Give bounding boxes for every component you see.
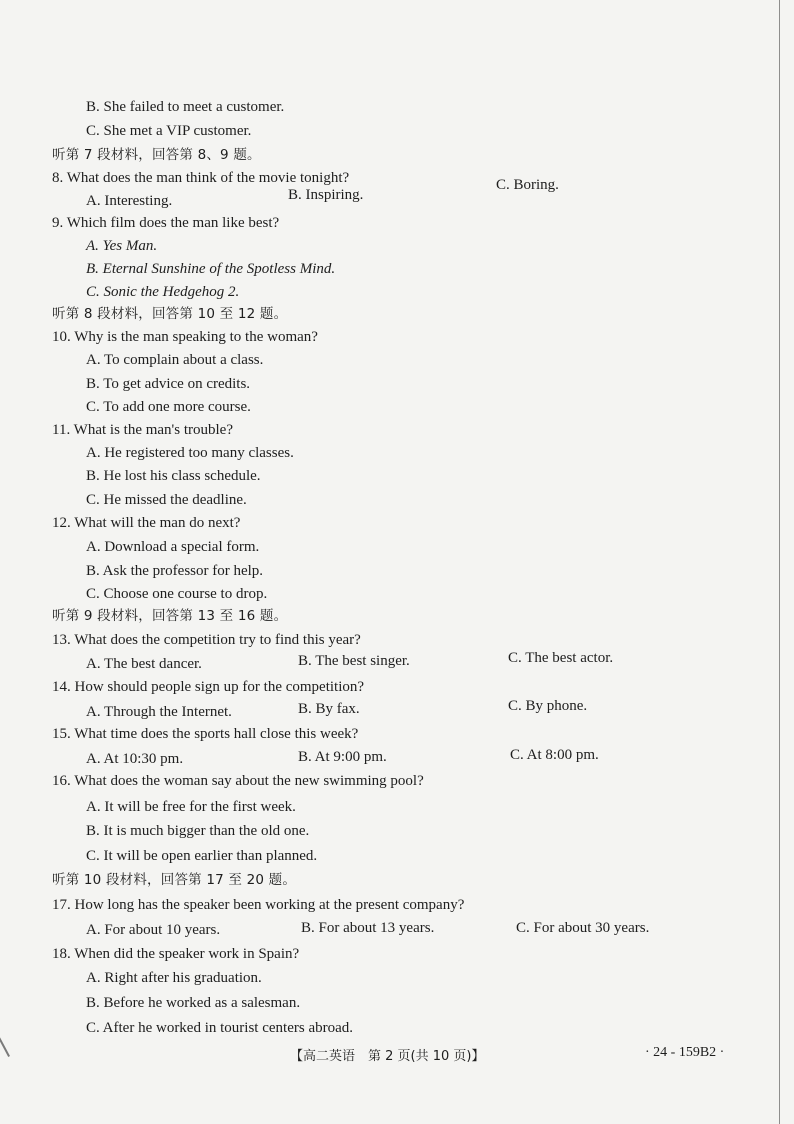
option-text: A. The best dancer.	[86, 656, 202, 672]
option-text: B. For about 13 years.	[301, 920, 435, 936]
option-text: A. To complain about a class.	[86, 352, 264, 368]
option-text: C. Choose one course to drop.	[86, 586, 268, 602]
footer-code: · 24 - 159B2 ·	[645, 1045, 725, 1060]
question-text: 16. What does the woman say about the new swimming pool?	[52, 773, 424, 789]
option-text: B. To get advice on credits.	[86, 376, 251, 392]
option-text: A. Right after his graduation.	[86, 970, 262, 986]
option-text: B. By fax.	[298, 701, 360, 717]
question-text: 18. When did the speaker work in Spain?	[52, 946, 300, 962]
question-text: 13. What does the competition try to find this year?	[52, 632, 361, 648]
option-text: B. The best singer.	[298, 653, 410, 669]
option-text: C. To add one more course.	[86, 399, 251, 415]
option-text: C. She met a VIP customer.	[86, 123, 252, 139]
question-text: 10. Why is the man speaking to the woman?	[52, 329, 318, 345]
option-text: B. At 9:00 pm.	[298, 749, 387, 765]
option-text: A. Interesting.	[86, 193, 173, 209]
question-text: 8. What does the man think of the movie tonight?	[52, 170, 350, 186]
option-text: B. Ask the professor for help.	[86, 563, 264, 579]
page-edge-line	[779, 0, 780, 1124]
option-text: B. Before he worked as a salesman.	[86, 995, 301, 1011]
question-text: 14. How should people sign up for the competition?	[52, 679, 365, 695]
option-text: C. At 8:00 pm.	[510, 747, 599, 763]
section-heading: 听第 10 段材料，回答第 17 至 20 题。	[52, 872, 297, 888]
option-text: C. After he worked in tourist centers abroad.	[86, 1020, 354, 1036]
footer-page-label: 【高二英语 第 2 页(共 10 页)】	[290, 1049, 485, 1064]
option-text: A. Download a special form.	[86, 539, 260, 555]
option-text: A. For about 10 years.	[86, 922, 221, 938]
option-text: C. The best actor.	[508, 650, 614, 666]
section-heading: 听第 8 段材料，回答第 10 至 12 题。	[52, 306, 288, 322]
section-heading: 听第 7 段材料，回答第 8、9 题。	[52, 147, 261, 163]
option-text: C. For about 30 years.	[516, 920, 650, 936]
option-text: A. Yes Man.	[86, 238, 158, 254]
option-text: C. Sonic the Hedgehog 2.	[86, 284, 240, 300]
question-text: 9. Which film does the man like best?	[52, 215, 280, 231]
option-text: C. It will be open earlier than planned.	[86, 848, 318, 864]
scan-mark	[0, 1033, 10, 1057]
question-text: 12. What will the man do next?	[52, 515, 241, 531]
option-text: B. It is much bigger than the old one.	[86, 823, 310, 839]
option-text: A. Through the Internet.	[86, 704, 232, 720]
question-text: 11. What is the man's trouble?	[52, 422, 233, 438]
option-text: B. Inspiring.	[288, 187, 364, 203]
option-text: B. Eternal Sunshine of the Spotless Mind.	[86, 261, 336, 277]
option-text: B. He lost his class schedule.	[86, 468, 261, 484]
option-text: C. By phone.	[508, 698, 588, 714]
option-text: A. He registered too many classes.	[86, 445, 294, 461]
question-text: 15. What time does the sports hall close this week?	[52, 726, 359, 742]
option-text: A. It will be free for the first week.	[86, 799, 296, 815]
option-text: C. He missed the deadline.	[86, 492, 247, 508]
section-heading: 听第 9 段材料，回答第 13 至 16 题。	[52, 608, 288, 624]
option-text: B. She failed to meet a customer.	[86, 99, 285, 115]
option-text: C. Boring.	[496, 177, 559, 193]
question-text: 17. How long has the speaker been working at the present company?	[52, 897, 465, 913]
option-text: A. At 10:30 pm.	[86, 751, 184, 767]
